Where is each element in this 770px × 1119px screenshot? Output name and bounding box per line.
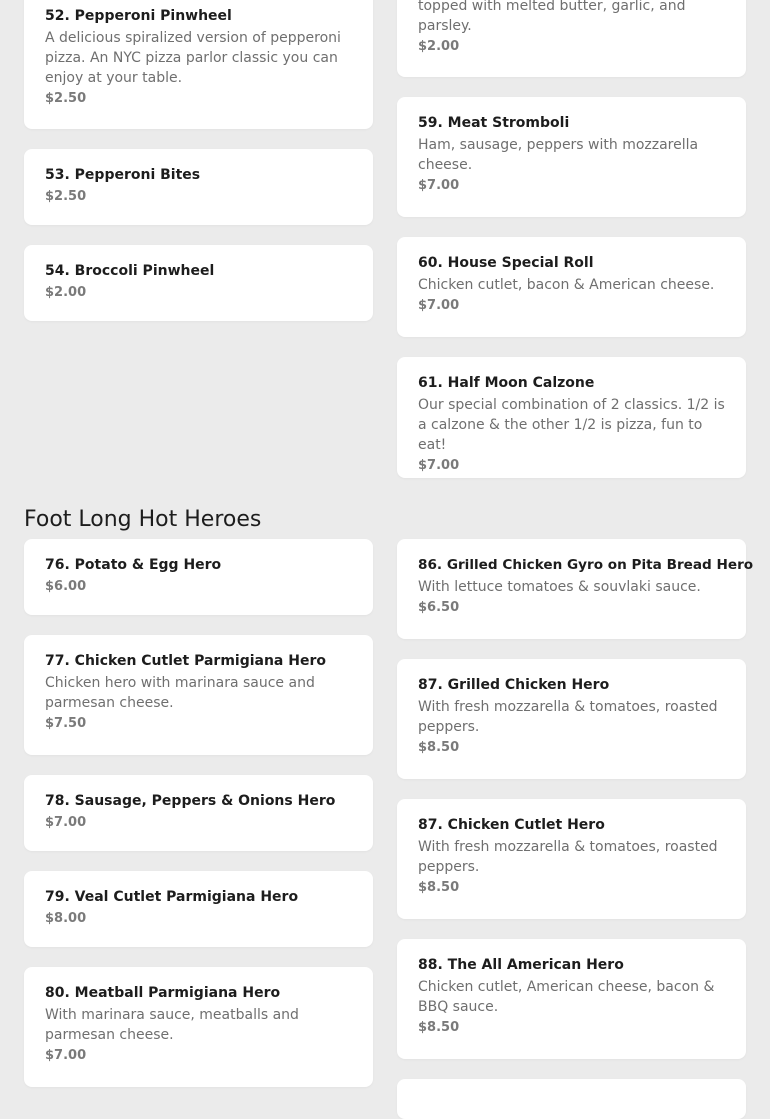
item-description: topped with melted butter, garlic, and parsley. (418, 0, 686, 34)
item-name: 79. Veal Cutlet Parmigiana Hero (45, 889, 299, 905)
menu-item-card[interactable] (24, 539, 373, 615)
menu-item-card[interactable] (24, 245, 373, 321)
menu-item-card[interactable] (397, 357, 746, 478)
menu-item-card[interactable] (397, 539, 754, 639)
item-price: $6.00 (45, 579, 87, 594)
item-name: 86. Grilled Chicken Gyro on Pita Bread Hero (418, 557, 754, 573)
item-name: 61. Half Moon Calzone (418, 375, 595, 391)
item-price: $2.00 (45, 285, 87, 300)
menu-item-card[interactable] (24, 871, 373, 947)
menu-item-card[interactable] (397, 799, 746, 919)
item-description: Chicken cutlet, bacon & American cheese. (418, 277, 715, 293)
item-description: A delicious spiralized version of pepperoni pizza. An NYC pizza parlor classic you can enjoy at your table. (45, 30, 341, 86)
item-name: 59. Meat Stromboli (418, 115, 570, 131)
item-description: With fresh mozzarella & tomatoes, roasted peppers. (418, 839, 718, 875)
menu-item-card[interactable] (24, 149, 373, 225)
item-price: $7.00 (45, 1048, 87, 1063)
menu-item-card[interactable] (397, 0, 746, 77)
item-price: $2.50 (45, 189, 87, 204)
menu-item-card[interactable] (397, 1079, 746, 1119)
item-description: Chicken hero with marinara sauce and parmesan cheese. (45, 675, 315, 711)
item-description: With marinara sauce, meatballs and parmesan cheese. (45, 1007, 299, 1043)
menu-item-card[interactable] (397, 939, 746, 1059)
item-name: 76. Potato & Egg Hero (45, 557, 222, 573)
item-name: 60. House Special Roll (418, 255, 594, 271)
item-description: Chicken cutlet, American cheese, bacon & BBQ sauce. (418, 979, 715, 1015)
item-price: $7.00 (418, 298, 460, 313)
item-price: $8.00 (45, 911, 87, 926)
item-price: $2.50 (45, 91, 87, 106)
item-price: $7.00 (45, 815, 87, 830)
item-price: $7.00 (418, 458, 460, 473)
section-title: Foot Long Hot Heroes (24, 507, 262, 532)
item-name: 87. Grilled Chicken Hero (418, 677, 610, 693)
menu-item-card[interactable] (24, 635, 373, 755)
item-name: 77. Chicken Cutlet Parmigiana Hero (45, 653, 326, 669)
item-price: $8.50 (418, 1020, 460, 1035)
item-name: 78. Sausage, Peppers & Onions Hero (45, 793, 336, 809)
menu-item-card[interactable] (397, 97, 746, 217)
item-description: With fresh mozzarella & tomatoes, roasted peppers. (418, 699, 718, 735)
item-price: $8.50 (418, 740, 460, 755)
item-description: With lettuce tomatoes & souvlaki sauce. (418, 579, 701, 595)
menu-item-card[interactable] (24, 967, 373, 1087)
item-price: $7.00 (418, 178, 460, 193)
item-price: $8.50 (418, 880, 460, 895)
menu-item-card[interactable] (397, 237, 746, 337)
menu-item-card[interactable] (397, 659, 746, 779)
menu-item-card[interactable] (24, 0, 373, 129)
item-name: 52. Pepperoni Pinwheel (45, 8, 232, 24)
item-description: Our special combination of 2 classics. 1/2 is a calzone & the other 1/2 is pizza, fun to eat! (418, 397, 725, 453)
item-name: 80. Meatball Parmigiana Hero (45, 985, 281, 1001)
menu-item-card[interactable] (24, 775, 373, 851)
item-price: $2.00 (418, 39, 460, 54)
item-price: $6.50 (418, 600, 460, 615)
item-name: 88. The All American Hero (418, 957, 624, 973)
item-description: Ham, sausage, peppers with mozzarella cheese. (418, 137, 699, 173)
item-name: 53. Pepperoni Bites (45, 167, 201, 183)
item-name: 87. Chicken Cutlet Hero (418, 817, 605, 833)
item-price: $7.50 (45, 716, 87, 731)
item-name: 54. Broccoli Pinwheel (45, 263, 215, 279)
